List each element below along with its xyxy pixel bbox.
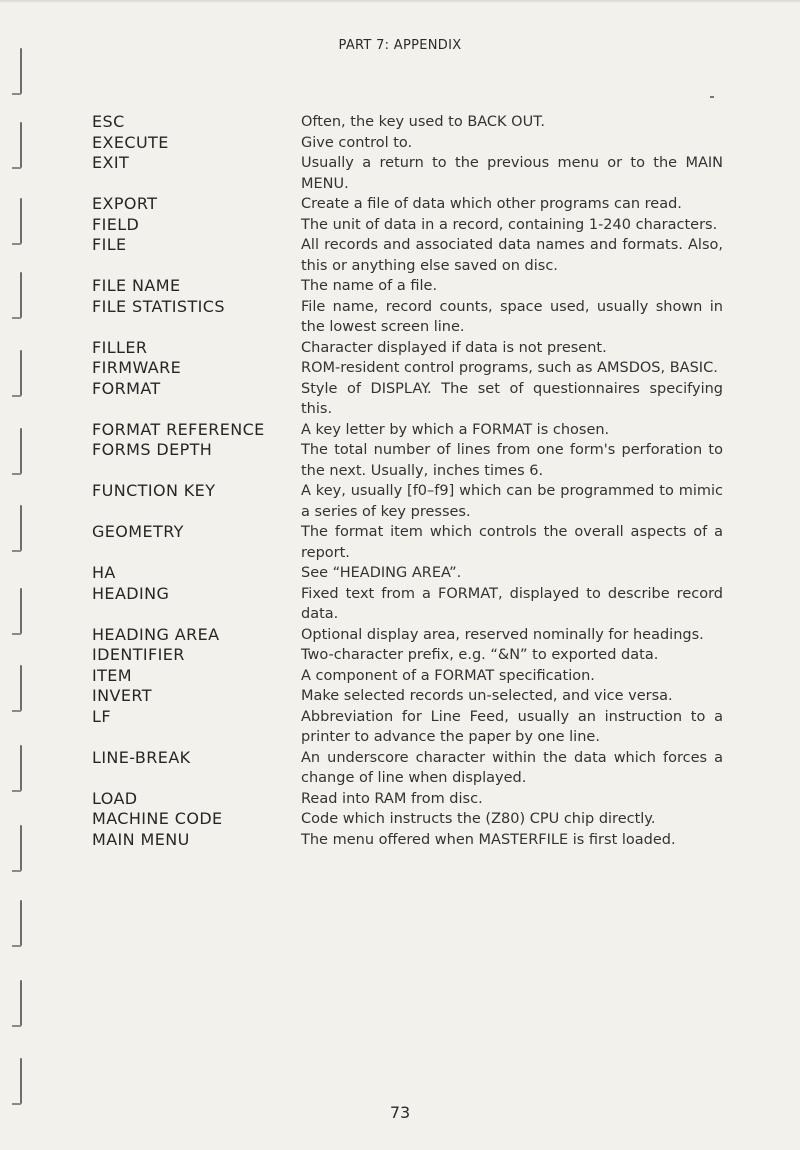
glossary-definition: Fixed text from a FORMAT, displayed to describe record data. — [301, 585, 723, 622]
glossary-entry — [92, 748, 732, 789]
glossary-definition: See “HEADING AREA”. — [301, 565, 462, 581]
glossary-term: HA — [92, 563, 116, 582]
glossary-definition: The unit of data in a record, containing 1-240 characters. — [301, 216, 718, 233]
glossary-definition: Code which instructs the (Z80) CPU chip directly. — [301, 811, 656, 827]
binding-hole-mark — [20, 48, 22, 94]
glossary-definition: A key letter by which a FORMAT is chosen. — [301, 421, 610, 438]
glossary-entry — [92, 338, 732, 359]
glossary-entry — [92, 830, 732, 851]
glossary-definition: The format item which controls the overall aspects of a report. — [301, 524, 723, 561]
glossary-entry — [92, 707, 732, 748]
glossary-term: MAIN MENU — [92, 829, 190, 849]
glossary-entry — [92, 666, 732, 687]
glossary-term: HEADING AREA — [92, 624, 220, 644]
glossary-term: FILLER — [92, 337, 148, 357]
glossary-definition: Create a file of data which other programs can read. — [301, 196, 682, 212]
glossary-entry — [92, 481, 732, 522]
glossary-entry — [92, 358, 732, 379]
glossary-term: LOAD — [92, 788, 138, 808]
glossary-term: FIRMWARE — [92, 358, 182, 377]
glossary-definition: Character displayed if data is not present. — [301, 339, 607, 356]
glossary-entry — [92, 215, 732, 236]
glossary-definition: Usually a return to the previous menu or to the MAIN MENU. — [301, 155, 723, 192]
glossary-term: EXIT — [92, 153, 130, 172]
glossary-definition: All records and associated data names and formats. Also, this or anything else saved on disc. — [301, 237, 723, 274]
glossary-entry — [92, 235, 732, 276]
binding-hole-mark — [20, 505, 22, 551]
glossary-entry — [92, 276, 732, 297]
binding-hole-mark — [20, 198, 22, 244]
binding-hole-mark — [20, 272, 22, 318]
glossary-term: MACHINE CODE — [92, 809, 223, 828]
glossary-term: FILE STATISTICS — [92, 296, 225, 316]
glossary-definition: The total number of lines from one form's perforation to the next. Usually, inches times 6. — [301, 442, 723, 479]
glossary-term: EXPORT — [92, 194, 158, 213]
print-speck — [710, 96, 714, 98]
binding-hole-mark — [20, 122, 22, 168]
page-top-edge — [0, 0, 800, 3]
glossary-term: GEOMETRY — [92, 522, 184, 541]
binding-hole-mark — [20, 588, 22, 634]
glossary-definition: Give control to. — [301, 134, 413, 151]
binding-hole-mark — [20, 350, 22, 396]
binding-hole-mark — [20, 665, 22, 711]
glossary-definition: Style of DISPLAY. The set of questionnaires specifying this. — [301, 380, 723, 417]
glossary-definition: The name of a file. — [301, 278, 438, 294]
glossary-entry — [92, 584, 732, 625]
glossary-definition: An underscore character within the data which forces a change of line when displayed. — [301, 749, 723, 786]
glossary-term: ESC — [92, 112, 125, 131]
glossary-definition: Optional display area, reserved nominally for headings. — [301, 626, 704, 643]
glossary-term: LF — [92, 706, 111, 726]
glossary-term: FILE — [92, 235, 127, 254]
glossary-entry — [92, 194, 732, 215]
glossary-term: HEADING — [92, 583, 170, 603]
glossary-term: FIELD — [92, 214, 140, 234]
glossary-term: ITEM — [92, 665, 133, 685]
glossary-definition: Make selected records un-selected, and vice versa. — [301, 688, 673, 704]
glossary-entry — [92, 563, 732, 584]
glossary-term: LINE-BREAK — [92, 747, 191, 767]
glossary-entry — [92, 440, 732, 481]
glossary-entry — [92, 112, 732, 133]
glossary-list — [92, 112, 732, 850]
ring-binding-holes — [0, 0, 40, 1150]
glossary-definition: Often, the key used to BACK OUT. — [301, 114, 545, 130]
binding-hole-mark — [20, 1058, 22, 1104]
section-header: PART 7: APPENDIX — [338, 38, 462, 53]
page-number: 73 — [389, 1103, 411, 1122]
glossary-entry — [92, 153, 732, 194]
glossary-entry — [92, 420, 732, 441]
glossary-term: FUNCTION KEY — [92, 481, 216, 500]
glossary-entry — [92, 379, 732, 420]
glossary-entry — [92, 789, 732, 810]
glossary-entry — [92, 645, 732, 666]
glossary-definition: ROM-resident control programs, such as AMSDOS, BASIC. — [301, 360, 718, 376]
glossary-entry — [92, 133, 732, 154]
glossary-entry — [92, 625, 732, 646]
glossary-term: FORMAT REFERENCE — [92, 419, 265, 439]
binding-hole-mark — [20, 825, 22, 871]
binding-hole-mark — [20, 428, 22, 474]
glossary-term: FORMS DEPTH — [92, 440, 213, 459]
glossary-term: INVERT — [92, 686, 152, 705]
glossary-definition: A key, usually [f0–f9] which can be programmed to mimic a series of key presses. — [301, 483, 723, 520]
glossary-term: EXECUTE — [92, 132, 169, 152]
glossary-term: IDENTIFIER — [92, 645, 185, 664]
glossary-definition: Abbreviation for Line Feed, usually an instruction to a printer to advance the paper by one line. — [301, 708, 723, 745]
binding-hole-mark — [20, 900, 22, 946]
glossary-entry — [92, 297, 732, 338]
glossary-definition: File name, record counts, space used, usually shown in the lowest screen line. — [301, 298, 723, 335]
glossary-entry — [92, 809, 732, 830]
glossary-term: FILE NAME — [92, 276, 181, 295]
glossary-entry — [92, 686, 732, 707]
glossary-entry — [92, 522, 732, 563]
glossary-definition: Two-character prefix, e.g. “&N” to exported data. — [301, 647, 659, 663]
glossary-definition: The menu offered when MASTERFILE is first loaded. — [301, 831, 676, 848]
glossary-definition: Read into RAM from disc. — [301, 790, 483, 807]
glossary-term: FORMAT — [92, 378, 161, 398]
binding-hole-mark — [20, 745, 22, 791]
binding-hole-mark — [20, 980, 22, 1026]
glossary-definition: A component of a FORMAT specification. — [301, 667, 595, 684]
